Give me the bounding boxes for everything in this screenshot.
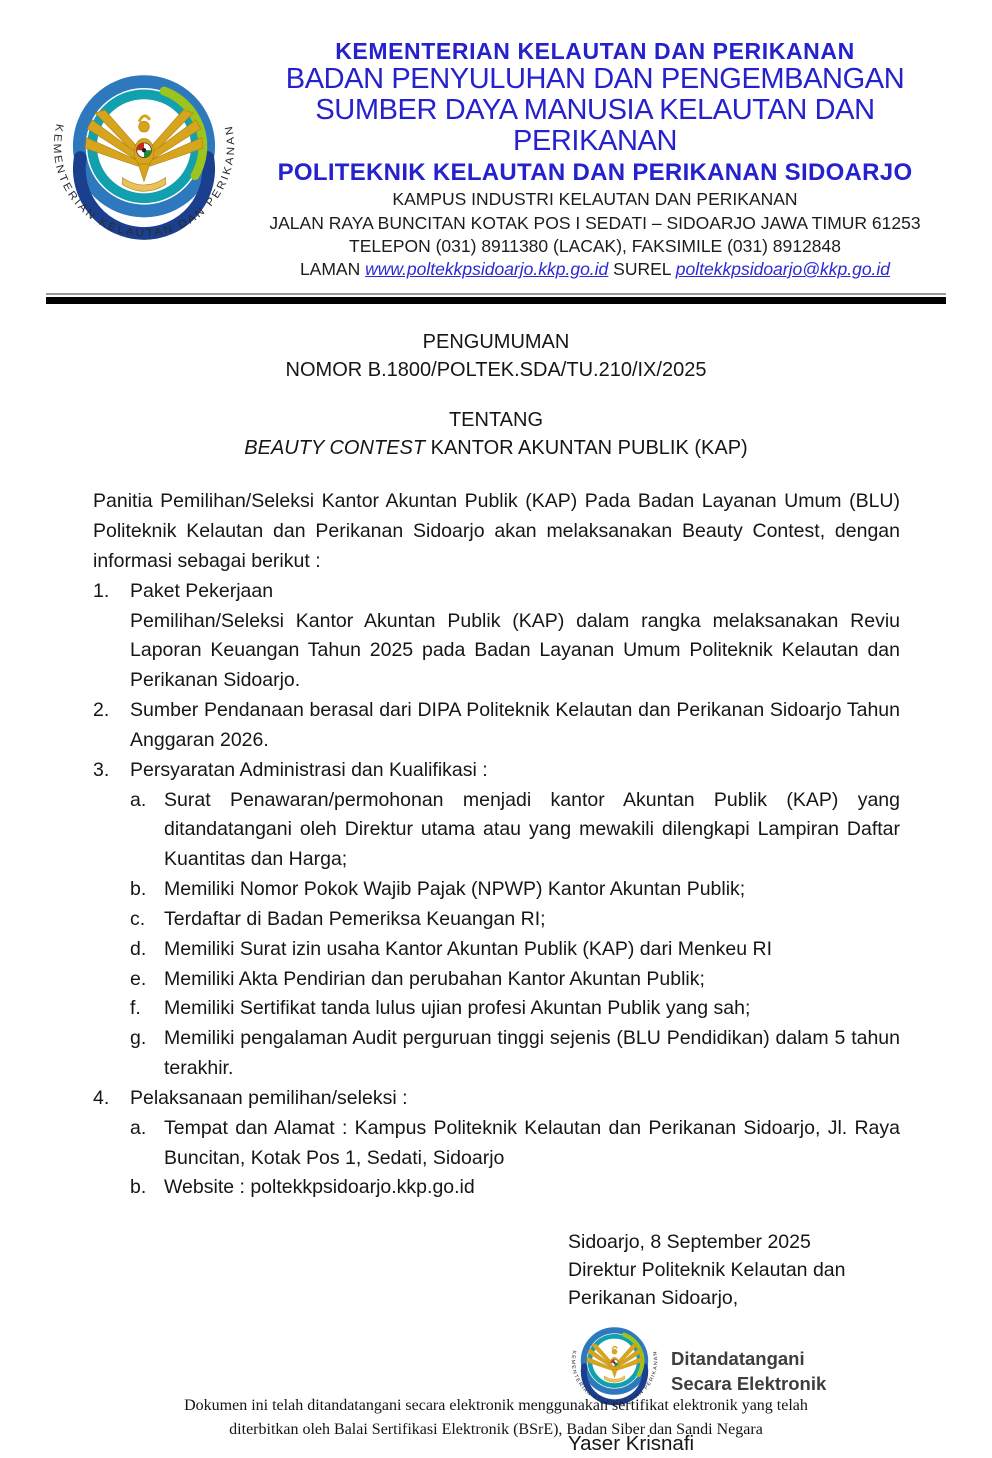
agency-name-line2: SUMBER DAYA MANUSIA KELAUTAN DAN PERIKANAN [315,94,875,158]
list-item-2 [93,696,900,756]
list-item-4 [93,1084,900,1203]
sub-item-letter: c. [130,907,146,930]
sub-item-3e [130,965,900,995]
subject-rest: KANTOR AKUNTAN PUBLIK (KAP) [425,437,748,460]
sub-item-4b [130,1173,900,1203]
item-content [130,1084,900,1203]
footer [0,1394,992,1442]
subject-italic: BEAUTY CONTEST [244,437,426,460]
sub-item-text: Memiliki Surat izin usaha Kantor Akuntan Publik (KAP) dari Menkeu RI [164,937,773,960]
sub-item-3g [130,1024,900,1084]
esign-stamp [671,1347,826,1397]
place-date: Sidoarjo, 8 September 2025 [568,1231,811,1254]
item-number: 1. [93,579,110,602]
ministry-name: KEMENTERIAN KELAUTAN DAN PERIKANAN [335,38,855,64]
item-text: Persyaratan Administrasi dan Kualifikasi : [130,758,488,781]
institution-name: POLITEKNIK KELAUTAN DAN PERIKANAN SIDOARJO [277,159,913,187]
footer-line2: diterbitkan oleh Balai Sertifikasi Elektronik (BSrE), Badan Siber dan Sandi Negara [229,1421,763,1439]
item-text: Pelaksanaan pemilihan/seleksi : [130,1086,408,1109]
sub-item-3b [130,875,900,905]
signer-name: Yaser Krisnafi [568,1431,695,1455]
signer-title-line1: Direktur Politeknik Kelautan dan [568,1259,846,1282]
esign-line2: Secara Elektronik [671,1372,827,1394]
sub-item-3f [130,994,900,1024]
sub-item-text: Memiliki Nomor Pokok Wajib Pajak (NPWP) Kantor Akuntan Publik; [164,878,746,901]
sub-item-text: Memiliki Sertifikat tanda lulus ujian profesi Akuntan Publik yang sah; [164,997,751,1020]
item-number: 3. [93,758,110,781]
list-item-3 [93,756,900,1084]
sub-item-letter: a. [130,788,147,811]
item-number: 4. [93,1086,110,1109]
sub-item-text: Surat Penawaran/permohonan menjadi kantor Akuntan Publik (KAP) yang ditandatangani oleh Direktur utama atau yang mewakili dilengkapi Lampiran Daftar Kuantitas dan Harga; [164,788,900,871]
about-label: TENTANG [448,409,544,432]
sub-item-3a [130,786,900,875]
email-link[interactable]: poltekkpsidoarjo@kkp.go.id [675,259,891,280]
phone-line: TELEPON (031) 8911380 (LACAK), FAKSIMILE (031) 8912848 [349,235,841,256]
item-text: Pemilihan/Seleksi Kantor Akuntan Publik (KAP) dalam rangka melaksanakan Reviu Laporan Keuangan Tahun 2025 pada Badan Layanan Umum Politeknik Kelautan dan Perikanan Sidoarjo. [130,609,900,692]
web-line [244,258,946,281]
sub-item-3c [130,905,900,935]
item-title: Paket Pekerjaan [130,579,274,602]
sub-item-letter: d. [130,937,147,960]
sub-item-3d [130,935,900,965]
title-spacer [46,384,946,406]
sub-item-4a [130,1114,900,1174]
sub-item-letter: b. [130,1176,147,1199]
letterhead [46,34,946,281]
title-block [46,328,946,462]
sub-item-text: Terdaftar di Badan Pemeriksa Keuangan RI; [164,907,546,930]
laman-label: LAMAN [299,259,361,280]
item-content [130,577,900,696]
kkp-logo-icon [46,62,242,258]
esign-line1: Ditandatangani [671,1347,805,1369]
sub-item-letter: e. [130,967,147,990]
sub-item-letter: g. [130,1027,147,1050]
agency-name-line1: BADAN PENYULUHAN DAN PENGEMBANGAN [285,63,905,96]
sub-item-text: Tempat dan Alamat : Kampus Politeknik Kelautan dan Perikanan Sidoarjo, Jl. Raya Buncitan, Kotak Pos 1, Sedati, Sidoarjo [164,1116,900,1169]
sub-item-text: Website : poltekkpsidoarjo.kkp.go.id [164,1176,475,1199]
item-text: Sumber Pendanaan berasal dari DIPA Politeknik Kelautan dan Perikanan Sidoarjo Tahun Anggaran 2026. [130,699,900,751]
subject-line [46,434,946,462]
body [93,487,900,1203]
announcement-heading: PENGUMUMAN [422,331,570,354]
website-link[interactable]: www.poltekkpsidoarjo.kkp.go.id [365,259,609,280]
letterhead-divider [46,293,946,304]
footer-line1: Dokumen ini telah ditandatangani secara elektronik menggunakan sertifikat elektronik yang telah [184,1397,808,1415]
item-number: 2. [93,699,110,722]
announcement-number: NOMOR B.1800/POLTEK.SDA/TU.210/IX/2025 [285,359,707,382]
letterhead-text [244,34,946,281]
sub-item-text: Memiliki pengalaman Audit perguruan tinggi sejenis (BLU Pendidikan) dalam 5 tahun terakhir. [164,1027,900,1080]
letterhead-divider-bar [46,297,946,304]
sub-item-text: Memiliki Akta Pendirian dan perubahan Kantor Akuntan Publik; [164,967,705,990]
campus-line: KAMPUS INDUSTRI KELAUTAN DAN PERIKANAN [392,189,798,210]
item-content [130,756,900,1084]
kkp-logo [46,62,244,258]
item-content [130,696,900,756]
sub-item-letter: b. [130,878,147,901]
surel-label: SUREL [613,259,671,280]
signer-title-line2: Perikanan Sidoarjo, [568,1286,739,1309]
sub-item-letter: a. [130,1116,147,1139]
intro-paragraph: Panitia Pemilihan/Seleksi Kantor Akuntan Publik (KAP) Pada Badan Layanan Umum (BLU) Politeknik Kelautan dan Perikanan Sidoarjo akan melaksanakan Beauty Contest, dengan informasi sebagai berikut : [93,490,900,572]
address-line: JALAN RAYA BUNCITAN KOTAK POS I SEDATI – SIDOARJO JAWA TIMUR 61253 [269,212,921,233]
list-item-1 [93,577,900,696]
sub-item-letter: f. [130,997,141,1020]
